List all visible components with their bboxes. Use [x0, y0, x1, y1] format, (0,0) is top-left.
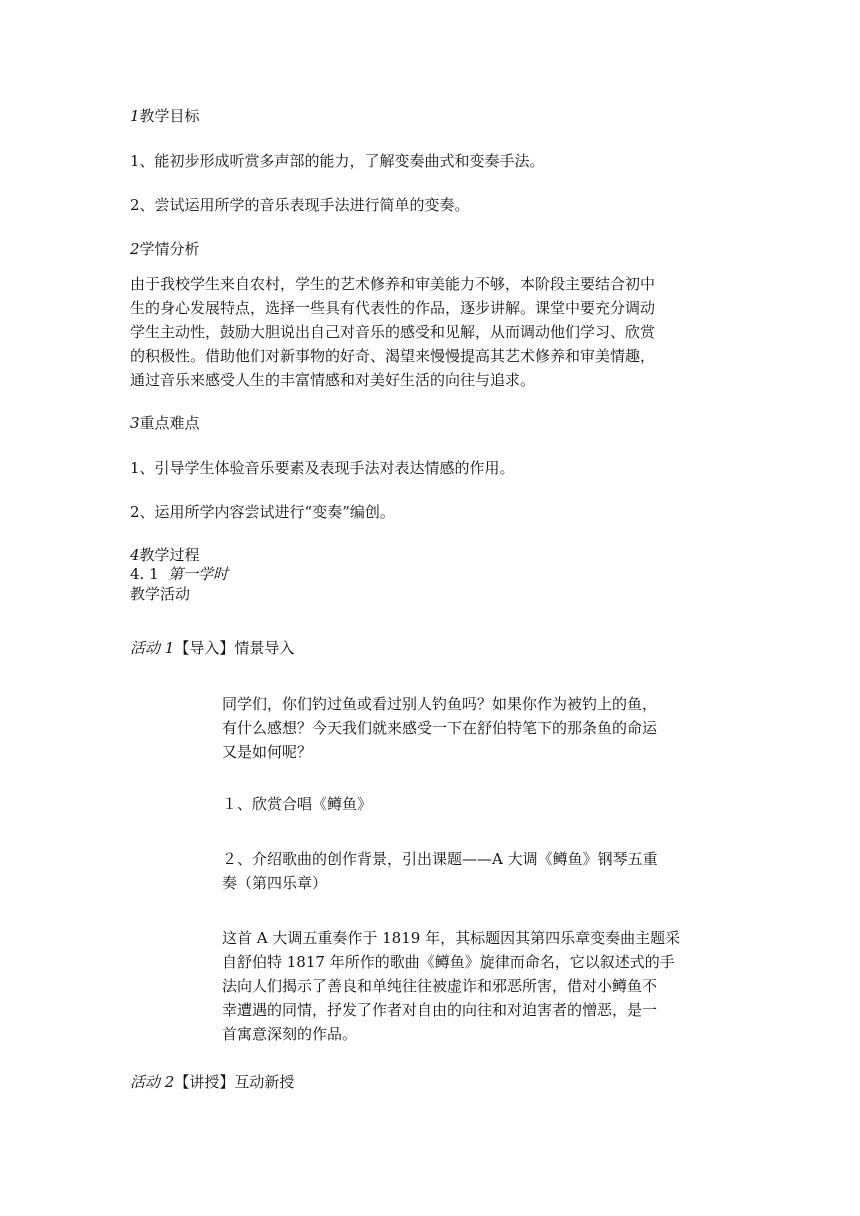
subsection-number: 4. 1 — [130, 565, 159, 583]
analysis-line: 通过音乐来感受人生的丰富情感和对美好生活的向往与追求。 — [130, 371, 536, 389]
objective-item: 2、尝试运用所学的音乐表现手法进行简单的变奏。 — [130, 196, 470, 214]
analysis-line: 生的身心发展特点，选择一些具有代表性的作品，逐步讲解。课堂中要充分调动 — [130, 299, 656, 317]
activities-label: 教学活动 — [130, 585, 191, 603]
section-title: 教学目标 — [139, 107, 200, 125]
section-number: 3 — [130, 414, 140, 432]
activity-step: １、欣赏合唱《鳟鱼》 — [222, 795, 373, 813]
activity-title: 情景导入 — [234, 639, 295, 657]
activity-description-line: 首寓意深刻的作品。 — [222, 1025, 358, 1043]
section-heading-key-points — [130, 413, 200, 434]
analysis-line: 的积极性。借助他们对新事物的好奇、渴望来慢慢提高其艺术修养和审美情趣， — [130, 347, 656, 365]
activity-description-line: 这首 A 大调五重奏作于 1819 年，其标题因其第四乐章变奏曲主题采 — [222, 929, 681, 947]
section-title: 重点难点 — [139, 414, 200, 432]
section-heading-process — [130, 545, 200, 566]
activity-heading — [130, 1072, 294, 1093]
section-number: 2 — [130, 240, 140, 258]
subsection-title: 第一学时 — [168, 565, 229, 583]
activity-label: 活动 1 — [130, 639, 175, 657]
section-title: 学情分析 — [139, 240, 200, 258]
activity-tag: 【讲授】 — [174, 1073, 235, 1091]
analysis-line: 学生主动性，鼓励大胆说出自己对音乐的感受和见解，从而调动他们学习、欣赏 — [130, 323, 656, 341]
activity-title: 互动新授 — [234, 1073, 295, 1091]
key-point-item: 2、运用所学内容尝试进行“变奏”编创。 — [130, 503, 395, 521]
section-heading-analysis — [130, 239, 200, 260]
activity-description-line: 法向人们揭示了善良和单纯往往被虚诈和邪恶所害，借对小鳟鱼不 — [222, 977, 658, 995]
analysis-line: 由于我校学生来自农村，学生的艺术修养和审美能力不够，本阶段主要结合初中 — [130, 275, 656, 293]
activity-intro-line: 又是如何呢？ — [222, 743, 313, 761]
section-number: 4 — [130, 546, 140, 564]
section-heading-objectives — [130, 106, 200, 127]
activity-intro-line: 有什么感想？今天我们就来感受一下在舒伯特笔下的那条鱼的命运 — [222, 719, 658, 737]
activity-description-line: 幸遭遇的同情，抒发了作者对自由的向往和对迫害者的憎恶，是一 — [222, 1001, 658, 1019]
key-point-item: 1、引导学生体验音乐要素及表现手法对表达情感的作用。 — [130, 459, 515, 477]
activity-step: 奏（第四乐章） — [222, 874, 328, 892]
activity-heading — [130, 638, 294, 659]
activity-tag: 【导入】 — [174, 639, 235, 657]
section-number: 1 — [130, 107, 140, 125]
activity-intro-line: 同学们，你们钓过鱼或看过别人钓鱼吗？如果你作为被钓上的鱼， — [222, 695, 658, 713]
section-title: 教学过程 — [139, 546, 200, 564]
activity-step: ２、介绍歌曲的创作背景，引出课题——A 大调《鳟鱼》钢琴五重 — [222, 850, 658, 868]
subsection-heading — [130, 564, 228, 585]
activity-description-line: 自舒伯特 1817 年所作的歌曲《鳟鱼》旋律而命名，它以叙述式的手 — [222, 953, 675, 971]
activity-label: 活动 2 — [130, 1073, 175, 1091]
objective-item: 1、能初步形成听赏多声部的能力，了解变奏曲式和变奏手法。 — [130, 152, 545, 170]
